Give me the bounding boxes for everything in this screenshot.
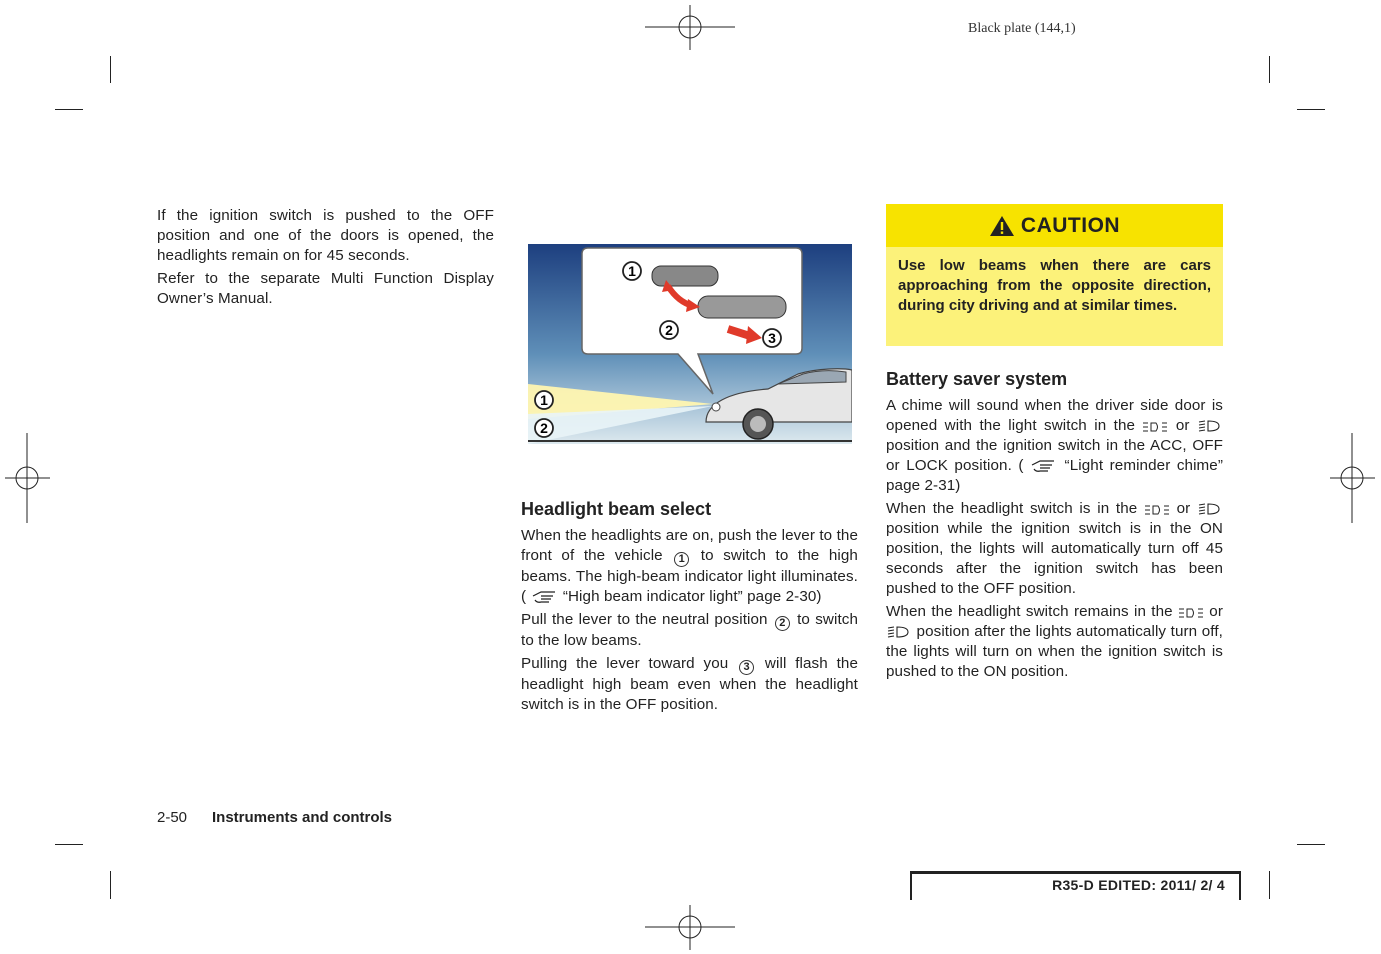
headlight-paragraph-1: [521, 526, 858, 607]
crop-mark: [110, 871, 111, 899]
figure-label-1: 1: [628, 263, 636, 279]
number-marker: 1: [674, 552, 689, 567]
text-run: to switch to the high beams. The high-beam indicator light illuminates. (: [521, 547, 858, 605]
battery-paragraph-3: [886, 602, 1223, 682]
headlight-parking-icon: [1178, 607, 1204, 619]
crop-mark: [55, 844, 83, 845]
headlight-section-title: Headlight beam select: [521, 499, 712, 519]
text-run: When the headlight switch is in the: [886, 500, 1138, 517]
crop-mark: [1297, 109, 1325, 110]
caution-title: CAUTION: [1020, 213, 1121, 237]
text-run: or: [1209, 603, 1223, 620]
figure-beam-label-1: 1: [540, 392, 548, 408]
text-run: When the headlight switch remains in the: [886, 603, 1173, 620]
warning-triangle-icon: [989, 215, 1015, 237]
figure-label-3: 3: [768, 330, 776, 346]
section-name: Instruments and controls: [212, 809, 393, 826]
headlight-icon: [1197, 419, 1223, 433]
headlight-parking-icon: [1142, 421, 1168, 433]
headlight-parking-icon: [1144, 504, 1170, 516]
text-run: Pull the lever to the neutral position: [521, 611, 768, 628]
text-run: position while the ignition switch is in the ON position, the lights will automatically turn off 45 seconds after the ignition switch has been pushed to the OFF position.: [886, 520, 1223, 597]
battery-section-title: Battery saver system: [886, 369, 1068, 389]
registration-mark-bottom: [645, 905, 735, 950]
caution-header: [886, 204, 1223, 247]
edited-text: R35-D EDITED: 2011/ 2/ 4: [1052, 877, 1225, 893]
figure-label-2: 2: [665, 322, 673, 338]
registration-mark-right: [1330, 433, 1375, 523]
right-column: [886, 369, 1223, 685]
edited-stamp: [910, 871, 1241, 900]
caution-box: [886, 204, 1223, 346]
text-run: When the headlights are on, push the lever to the front of the vehicle: [521, 527, 858, 564]
text-run: or: [1175, 417, 1190, 434]
crop-mark: [1269, 871, 1270, 899]
page-number: 2-50: [157, 809, 188, 826]
manual-reference-paragraph: Refer to the separate Multi Function Display Owner’s Manual.: [157, 270, 494, 307]
text-run: position after the lights automatically turn off, the lights will turn on when the ignition switch is pushed to the ON position.: [886, 623, 1223, 680]
text-run: Pulling the lever toward you: [521, 655, 729, 672]
text-run: will flash the headlight high beam even when the headlight switch is in the OFF position.: [521, 655, 859, 713]
registration-mark-top: [645, 5, 735, 50]
left-column: [157, 206, 494, 312]
headlight-paragraph-3: [521, 654, 858, 715]
text-run: or: [1176, 500, 1191, 517]
middle-column: [521, 499, 858, 718]
text-run: “Light reminder chime” page 2-31): [886, 457, 1224, 494]
text-run: A chime will sound when the driver side door is opened with the light switch in the: [886, 397, 1223, 434]
registration-mark-left: [5, 433, 50, 523]
battery-paragraph-2: [886, 499, 1223, 599]
crop-mark: [1269, 56, 1270, 83]
crop-mark: [1297, 844, 1325, 845]
number-marker: 3: [739, 660, 754, 675]
battery-paragraph-1: [886, 396, 1223, 496]
crop-mark: [110, 56, 111, 83]
ignition-paragraph: If the ignition switch is pushed to the OFF position and one of the doors is opened, the headlights remain on for 45 seconds.: [157, 207, 494, 264]
headlight-icon: [886, 625, 912, 639]
pointing-hand-icon: [1030, 457, 1058, 473]
plate-label: Black plate (144,1): [968, 21, 1076, 36]
headlight-icon: [1197, 502, 1223, 516]
number-marker: 2: [775, 616, 790, 631]
headlight-lever-figure: [528, 244, 852, 444]
headlight-paragraph-2: [521, 610, 858, 651]
text-run: to switch to the low beams.: [521, 611, 858, 649]
text-run: position and the ignition switch in the ACC, OFF or LOCK position. (: [886, 437, 1223, 474]
text-run: “High beam indicator light” page 2-30): [562, 588, 822, 605]
caution-text: Use low beams when there are cars approaching from the opposite direction, during city driving and at similar times.: [898, 257, 1211, 314]
figure-beam-label-2: 2: [540, 420, 548, 436]
crop-mark: [55, 109, 83, 110]
pointing-hand-icon: [531, 588, 559, 604]
